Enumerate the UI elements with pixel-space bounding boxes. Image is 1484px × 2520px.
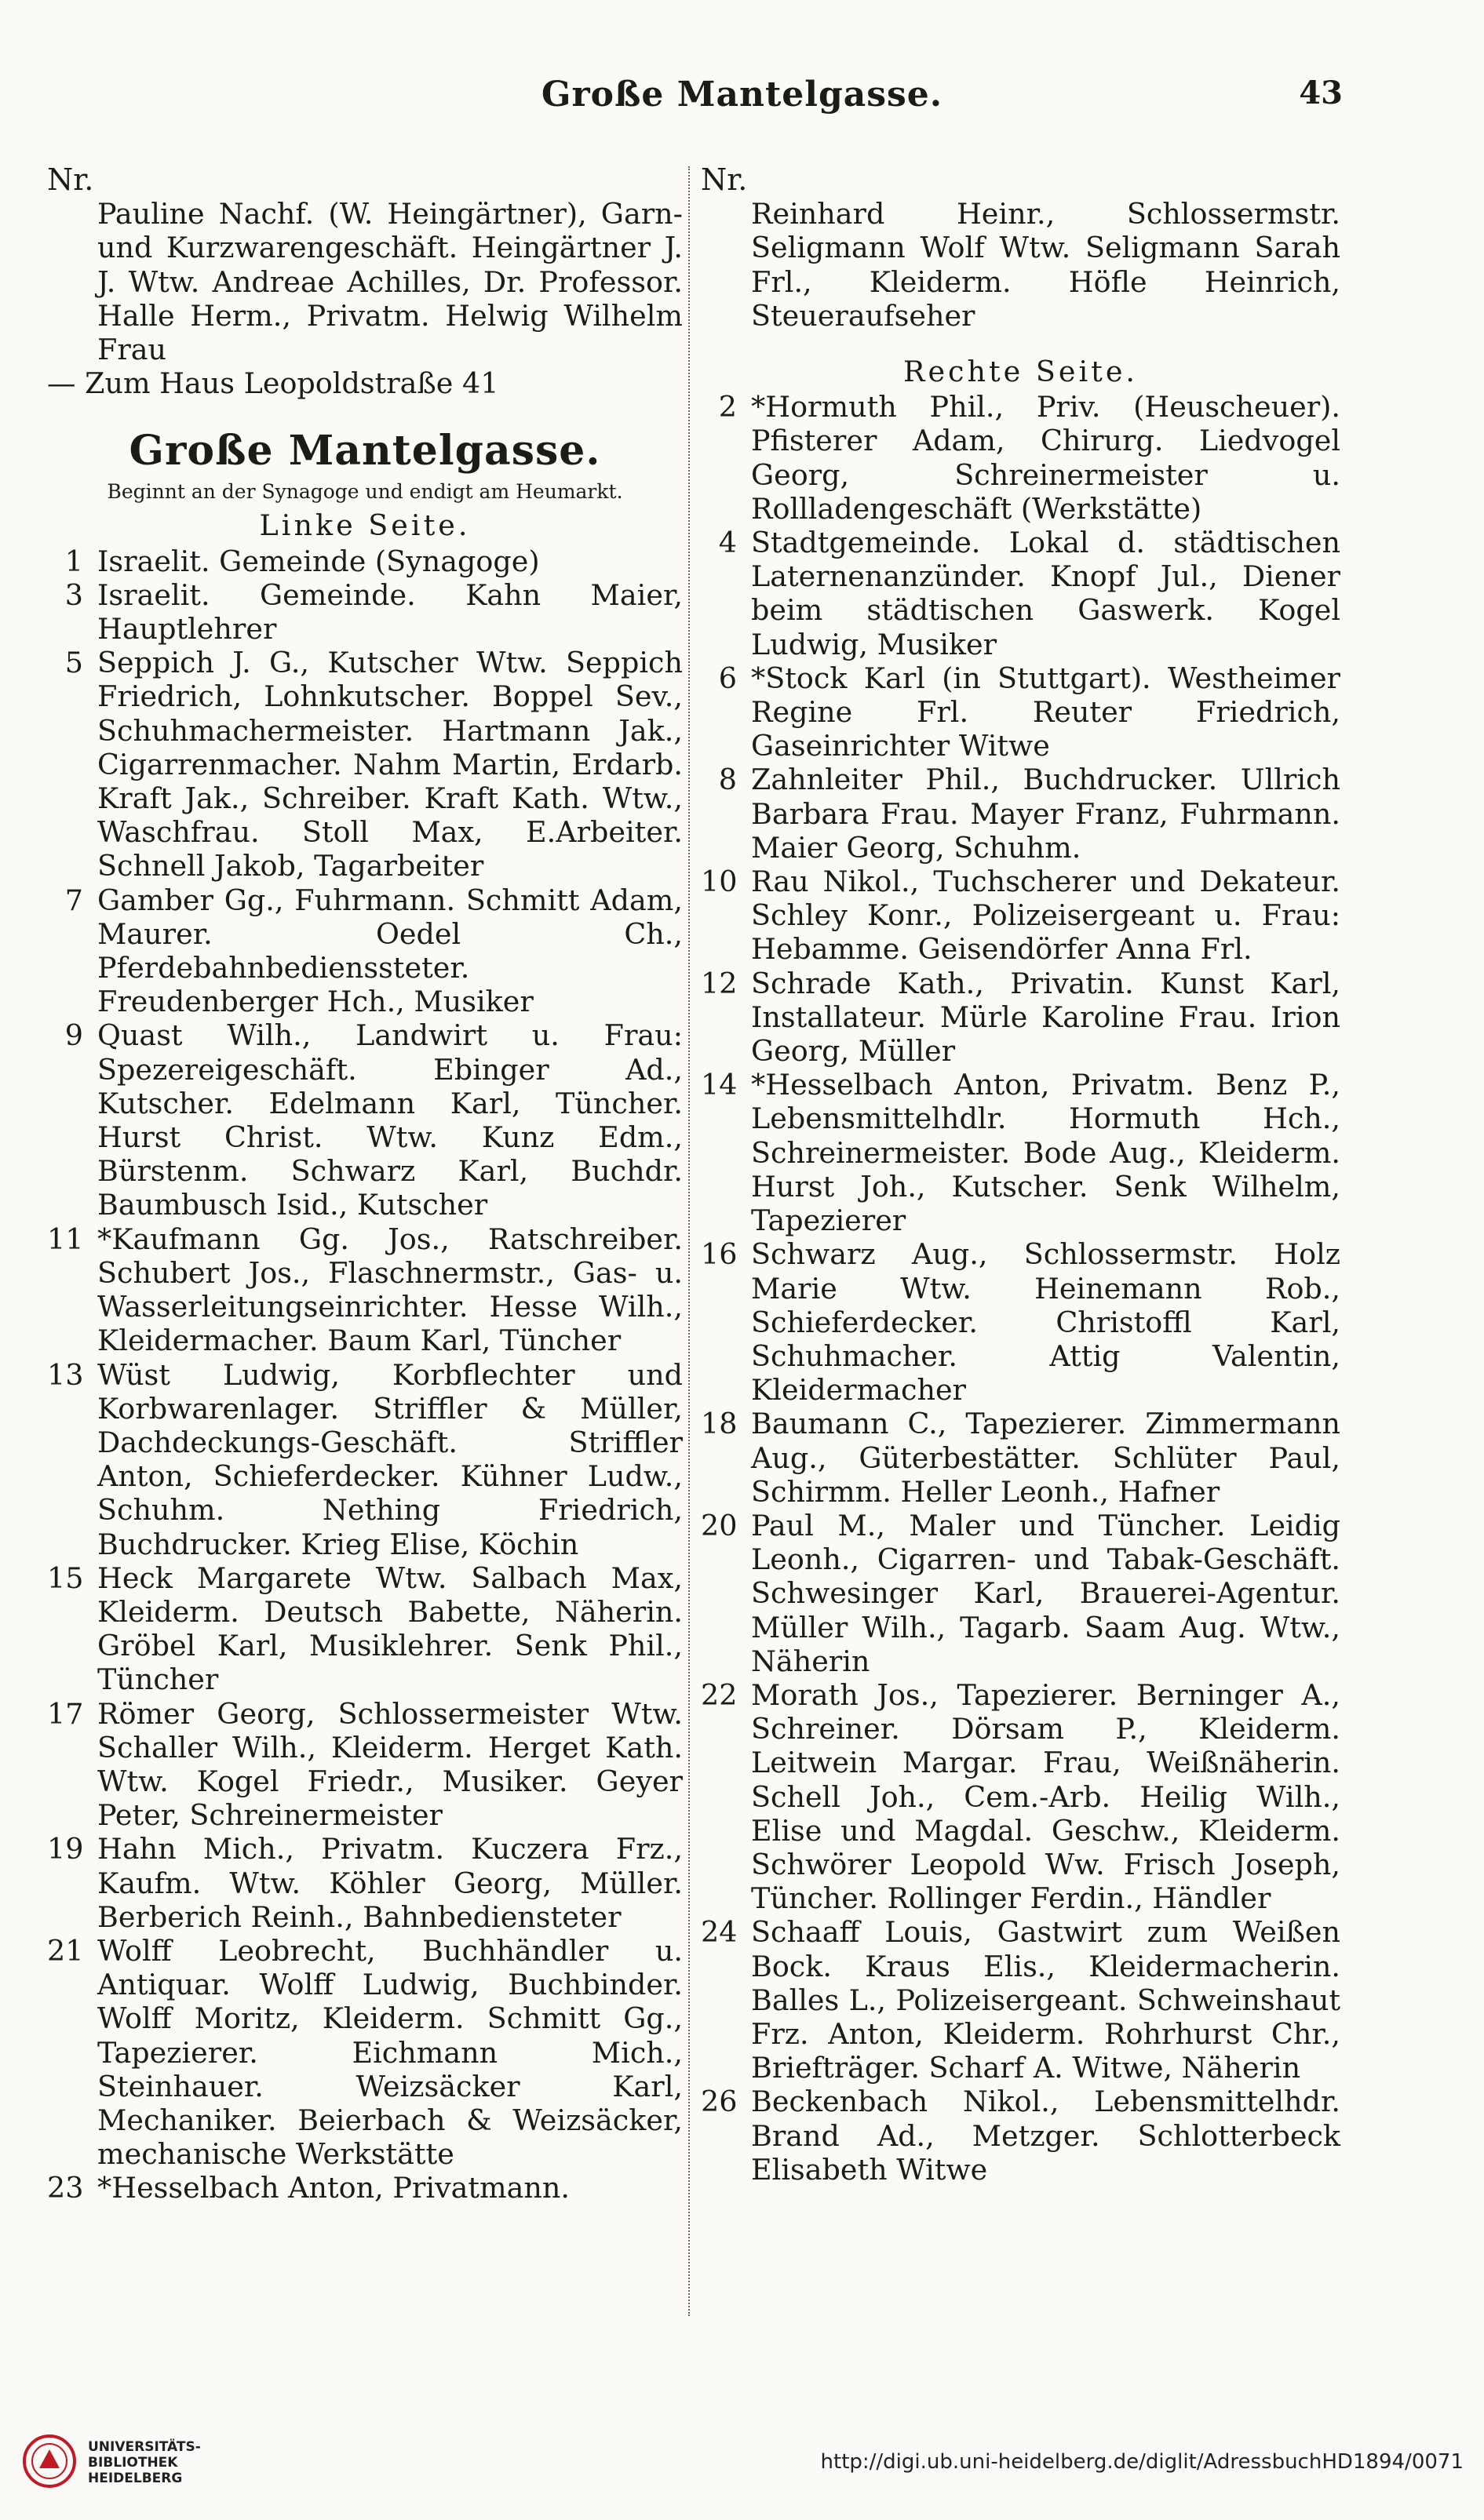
house-number: 14 [701, 1068, 738, 1102]
address-entry [701, 390, 1340, 526]
address-entry [47, 1697, 683, 1833]
nr-label: Nr. [701, 162, 748, 197]
address-entry [701, 763, 1340, 865]
house-number: 22 [701, 1677, 738, 1712]
resident-list: *Stock Karl (in Stuttgart). Westheimer Regine Frl. Reuter Friedrich, Gaseinrichter Witwe [751, 661, 1340, 763]
house-number: 4 [718, 526, 737, 560]
address-entry [47, 1222, 683, 1358]
resident-list: Römer Georg, Schlossermeister Wtw. Schaller Wilh., Kleiderm. Herget Kath. Wtw. Kogel Friedr., Musiker. Geyer Peter, Schreinermeister [97, 1696, 683, 1833]
street-heading: Große Mantelgasse. [129, 427, 601, 475]
running-title: Große Mantelgasse. [541, 75, 943, 115]
address-entry [47, 1018, 683, 1222]
house-number: 7 [64, 883, 83, 917]
continuation-text: Pauline Nachf. (W. Heingärtner), Garn- und Kurzwarengeschäft. Heingärtner J. J. Wtw. Andreae Achilles, Dr. Professor. Halle Herm., Privatm. Helwig Wilhelm Frau [97, 197, 683, 367]
address-entry [701, 1068, 1340, 1237]
address-entry [47, 544, 683, 578]
continuation-text: Reinhard Heinr., Schlossermstr. Seligmann Wolf Wtw. Seligmann Sarah Frl., Kleiderm. Höfle Heinrich, Steueraufseher [751, 197, 1340, 333]
address-entry [701, 661, 1340, 763]
house-number: 21 [47, 1933, 84, 1968]
seal-icon [22, 2434, 77, 2489]
address-entry [47, 578, 683, 646]
house-number: 10 [701, 865, 738, 899]
side-title-right: Rechte Seite. [902, 355, 1139, 389]
address-entry [701, 1407, 1340, 1509]
resident-list: Wüst Ludwig, Korbflechter und Korbwarenlager. Striffler & Müller, Dachdeckungs-Geschäft. Striffler Anton, Schieferdecker. Kühner Ludw., Schuhm. Nething Friedrich, Buchdrucker. Krieg Elise, Köchin [97, 1357, 683, 1561]
house-number: 9 [64, 1018, 83, 1053]
logo-text [88, 2439, 201, 2486]
house-number: 6 [718, 661, 737, 695]
side-title-left: Linke Seite. [259, 508, 471, 543]
address-entry [47, 1934, 683, 2171]
resident-list: Hahn Mich., Privatm. Kuczera Frz., Kaufm. Wtw. Köhler Georg, Müller. Berberich Reinh., Bahnbediensteter [97, 1832, 683, 1934]
right-column [701, 163, 1340, 2187]
resident-list: Stadtgemeinde. Lokal d. städtischen Laternenanzünder. Knopf Jul., Diener beim städtischen Gaswerk. Kogel Ludwig, Musiker [751, 526, 1340, 661]
address-entry [701, 1678, 1340, 1915]
right-entries [701, 390, 1340, 2187]
nr-label: Nr. [47, 162, 94, 197]
address-entry [47, 883, 683, 1019]
address-entry [701, 1509, 1340, 1678]
house-number: 11 [47, 1222, 84, 1256]
house-number: 16 [701, 1237, 738, 1272]
house-number: 12 [701, 966, 738, 1000]
logo-line: HEIDELBERG [88, 2471, 183, 2486]
resident-list: Heck Margarete Wtw. Salbach Max, Kleiderm. Deutsch Babette, Näherin. Gröbel Karl, Musiklehrer. Senk Phil., Tüncher [97, 1560, 683, 1697]
address-entry [701, 865, 1340, 967]
address-entry [701, 2085, 1340, 2187]
page-number: 43 [1299, 75, 1343, 111]
column-divider [688, 166, 690, 2316]
resident-list: Paul M., Maler und Tüncher. Leidig Leonh., Cigarren- und Tabak-Geschäft. Schwesinger Karl, Brauerei-Agentur. Müller Wilh., Tagarb. Saam Aug. Wtw., Näherin [751, 1508, 1340, 1678]
house-number: 18 [701, 1407, 738, 1441]
resident-list: *Hormuth Phil., Priv. (Heuscheuer). Pfisterer Adam, Chirurg. Liedvogel Georg, Schreinermeister u. Rollladengeschäft (Werkstätte) [751, 390, 1340, 526]
house-number: 5 [64, 646, 83, 680]
resident-list: *Kaufmann Gg. Jos., Ratschreiber. Schubert Jos., Flaschnermstr., Gas- u. Wasserleitungseinrichter. Hesse Wilh., Kleidermacher. Baum Karl, Tüncher [97, 1222, 683, 1358]
address-entry [47, 646, 683, 883]
house-note: — Zum Haus Leopoldstraße 41 [47, 366, 499, 401]
resident-list: Israelit. Gemeinde (Synagoge) [97, 544, 540, 578]
address-entry [47, 2171, 683, 2205]
house-number: 3 [64, 577, 83, 612]
house-number: 26 [701, 2085, 738, 2119]
address-entry [47, 1358, 683, 1561]
resident-list: *Hesselbach Anton, Privatm. Benz P., Lebensmittelhdlr. Hormuth Hch., Schreinermeister. Bode Aug., Kleiderm. Hurst Joh., Kutscher. Senk Wilhelm, Tapezierer [751, 1068, 1340, 1238]
address-entry [47, 1561, 683, 1697]
logo-line: BIBLIOTHEK [88, 2455, 178, 2471]
resident-list: Zahnleiter Phil., Buchdrucker. Ullrich Barbara Frau. Mayer Franz, Fuhrmann. Maier Georg, Schuhm. [751, 763, 1340, 865]
resident-list: Israelit. Gemeinde. Kahn Maier, Hauptlehrer [97, 577, 683, 646]
house-number: 24 [701, 1915, 738, 1950]
resident-list: Schrade Kath., Privatin. Kunst Karl, Installateur. Mürle Karoline Frau. Irion Georg, Müller [751, 966, 1340, 1069]
resident-list: Rau Nikol., Tuchscherer und Dekateur. Schley Konr., Polizeisergeant u. Frau: Hebamme. Geisendörfer Anna Frl. [751, 865, 1340, 967]
resident-list: Schaaff Louis, Gastwirt zum Weißen Bock. Kraus Elis., Kleidermacherin. Balles L., Polizeisergeant. Schweinshaut Frz. Anton, Kleiderm. Rohrhurst Chr., Briefträger. Scharf A. Witwe, Näherin [751, 1915, 1340, 2085]
address-entry [701, 967, 1340, 1069]
house-number: 1 [64, 544, 83, 578]
left-column [47, 163, 683, 2205]
resident-list: Wolff Leobrecht, Buchhändler u. Antiquar. Wolff Ludwig, Buchbinder. Wolff Moritz, Kleiderm. Schmitt Gg., Tapezierer. Eichmann Mich., Steinhauer. Weizsäcker Karl, Mechaniker. Beierbach & Weizsäcker, mechanische Werkstätte [97, 1933, 683, 2172]
house-number: 20 [701, 1508, 738, 1542]
resident-list: Schwarz Aug., Schlossermstr. Holz Marie Wtw. Heinemann Rob., Schieferdecker. Christoffl Karl, Schuhmacher. Attig Valentin, Kleidermacher [751, 1237, 1340, 1407]
house-number: 17 [47, 1696, 84, 1731]
house-number: 13 [47, 1357, 84, 1392]
address-entry [701, 526, 1340, 661]
resident-list: *Hesselbach Anton, Privatmann. [97, 2171, 571, 2205]
address-entry [47, 1832, 683, 1934]
logo-line: UNIVERSITÄTS- [88, 2439, 201, 2455]
resident-list: Gamber Gg., Fuhrmann. Schmitt Adam, Maurer. Oedel Ch., Pferdebahnbedienssteter. Freudenberger Hch., Musiker [97, 883, 683, 1019]
resident-list: Baumann C., Tapezierer. Zimmermann Aug., Güterbestätter. Schlüter Paul, Schirmm. Heller Leonh., Hafner [751, 1407, 1340, 1509]
house-number: 8 [718, 763, 737, 797]
resident-list: Seppich J. G., Kutscher Wtw. Seppich Friedrich, Lohnkutscher. Boppel Sev., Schuhmachermeister. Hartmann Jak., Cigarrenmacher. Nahm Martin, Erdarb. Kraft Jak., Schreiber. Kraft Kath. Wtw., Waschfrau. Stoll Max, E.Arbeiter. Schnell Jakob, Tagarbeiter [97, 646, 683, 883]
house-number: 2 [718, 390, 737, 424]
resident-list: Morath Jos., Tapezierer. Berninger A., Schreiner. Dörsam P., Kleiderm. Leitwein Margar. Frau, Weißnäherin. Schell Joh., Cem.-Arb. Heilig Wilh., Elise und Magdal. Geschw., Kleiderm. Schwörer Leopold Ww. Frisch Joseph, Tüncher. Rollinger Ferdin., Händler [751, 1677, 1340, 1916]
library-logo[interactable] [22, 2434, 281, 2496]
street-subtitle: Beginnt an der Synagoge und endigt am Heumarkt. [107, 480, 623, 504]
resident-list: Quast Wilh., Landwirt u. Frau: Spezereigeschäft. Ebinger Ad., Kutscher. Edelmann Karl, Tüncher. Hurst Christ. Wtw. Kunz Edm., Bürstenm. Schwarz Karl, Buchdr. Baumbusch Isid., Kutscher [97, 1018, 683, 1222]
left-entries [47, 544, 683, 2205]
house-number: 19 [47, 1832, 84, 1866]
address-entry [701, 1915, 1340, 2085]
house-number: 15 [47, 1560, 84, 1595]
address-entry [701, 1237, 1340, 1407]
house-number: 23 [47, 2171, 84, 2205]
resident-list: Beckenbach Nikol., Lebensmittelhdr. Brand Ad., Metzger. Schlotterbeck Elisabeth Witwe [751, 2085, 1340, 2187]
source-url[interactable]: http://digi.ub.uni-heidelberg.de/diglit/AdressbuchHD1894/0071 [820, 2450, 1464, 2474]
